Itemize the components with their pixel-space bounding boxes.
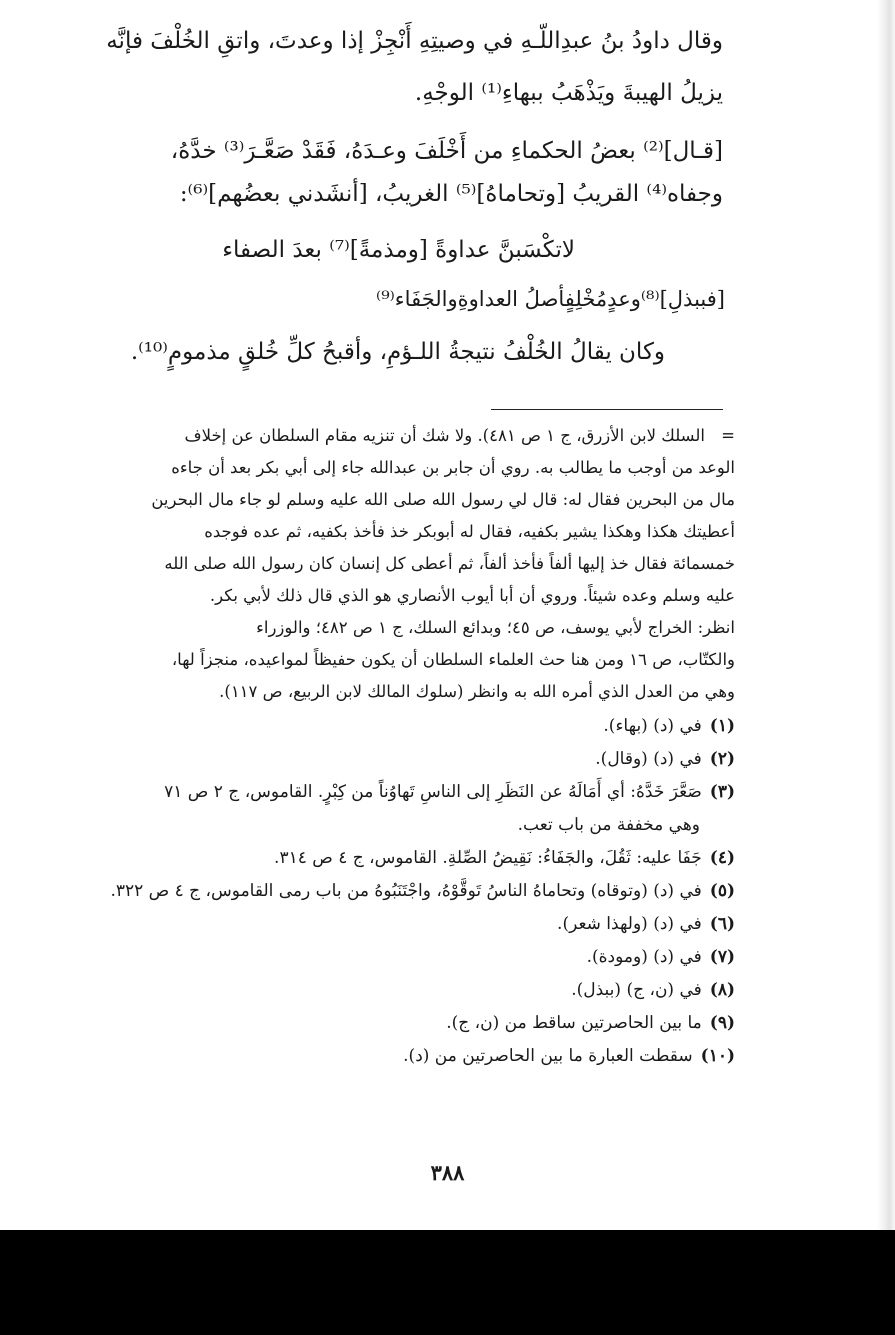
footnote-continuation-line: انظر: الخراج لأبي يوسف، ص ٤٥؛ وبدائع السلك، ج ١ ص ٤٨٢؛ والوزراء <box>256 618 735 637</box>
footnote-number: (٥) <box>709 881 735 901</box>
footnote-text: صَعَّرَ خَدَّهُ: أي أَمَالَهُ عن النَظَرِ إلى الناسِ تَهاوُناً من كِبْرٍ. القاموس، ج ٢ ص ٧١ <box>164 782 702 802</box>
page-number: ٣٨٨ <box>430 1160 465 1185</box>
footnote-number: (٨) <box>709 980 735 1000</box>
verse-line: [فببذلِ]⁽⁸⁾وعدٍمُخْلِفٍأصلُ العداوةِوالجَفَاء⁽⁹⁾ <box>376 287 725 311</box>
footnote-text: في (د) (ومودة). <box>586 947 702 967</box>
footnote <box>557 914 735 934</box>
footnote-number: (٧) <box>709 947 735 967</box>
footnote-text: جَفَا عليه: ثَقُلَ، والجَفَاءُ: نَقِيضُ الصِّلةِ. القاموس، ج ٤ ص ٣١٤. <box>274 848 702 868</box>
footnote-text: وهي مخففة من باب تعب. <box>517 815 700 835</box>
footnote-number: (٦) <box>709 914 735 934</box>
footnote-number: (٣) <box>709 782 735 802</box>
footnote-number: (١) <box>709 716 735 736</box>
footnote-continuation-line: خمسمائة فقال خذ إليها ألفاً فأخذ ألفاً، ثم أعطى كل إنسان كان رسول الله صلى الله <box>164 554 735 573</box>
main-text-line: وقال داودُ بنُ عبدِاللّـهِ في وصيتِهِ أَنْجِزْ إذا وعدتَ، واتقِ الخُلْفَ فإنَّه <box>106 28 723 54</box>
footnote-continuation-line: الوعد من أوجب ما يطالب به. روي أن جابر بن عبدالله جاء إلى أبي بكر بعد أن جاءه <box>171 458 735 477</box>
footnote-continuation <box>518 815 700 835</box>
footnote-text: في (د) (ولهذا شعر). <box>557 914 702 934</box>
footnote-text: في (ن، ج) (ببذل). <box>571 980 702 1000</box>
footnote <box>164 782 735 802</box>
footnote-continuation-line: وهي من العدل الذي أمره الله به وانظر (سلوك المالك لابن الربيع، ص ١١٧). <box>219 682 735 701</box>
footnote <box>587 947 735 967</box>
footnote <box>274 848 735 868</box>
footnote-text: في (د) (بهاء). <box>603 716 702 736</box>
footnote-continuation-line: والكتّاب، ص ١٦ ومن هنا حث العلماء السلطان أن يكون حفيظاً لمواعيده، منجزاً لها، <box>171 650 735 669</box>
footnote-text: في (د) (وتوقاه) وتحاماهُ الناسُ تَوقَّوْهُ، واجْتَنَبُوهُ من باب رمى القاموس، ج ٤ ص ٣٢٢. <box>110 881 702 901</box>
footnote-continuation-line: عليه وسلم وعده شيئاً. وروي أن أبا أيوب الأنصاري هو الذي قال ذلك لأبي بكر. <box>209 586 735 605</box>
footnote-number: (٩) <box>709 1013 735 1033</box>
footnote-continuation-line: السلك لابن الأزرق، ج ١ ص ٤٨١). ولا شك أن تنزيه مقام السلطان عن إخلاف <box>184 426 705 445</box>
footnote <box>571 980 735 1000</box>
main-text-line: وكان يقالُ الخُلْفُ نتيجةُ اللـؤمِ، وأقبحُ كلِّ خُلقٍ مذمومٍ⁽¹⁰⁾. <box>130 339 665 365</box>
footnote-text: في (د) (وقال). <box>595 749 702 769</box>
verse-line: لاتكْسَبنَّ عداوةً [ومذمةً]⁽⁷⁾ بعدَ الصفاء <box>222 237 575 263</box>
footnote-separator <box>491 409 723 410</box>
footnote-continuation-marker: = <box>721 426 735 445</box>
footnote-continuation-line: مال من البحرين فقال له: قال لي رسول الله صلى الله عليه وسلم لو جاء مال البحرين <box>151 490 735 509</box>
footnote-number: (٤) <box>709 848 735 868</box>
main-text-line: وجفاه⁽⁴⁾ القريبُ [وتحاماهُ]⁽⁵⁾ الغريبُ، [أنشَدني بعضُهم]⁽⁶⁾: <box>179 181 723 207</box>
footnote <box>403 1046 735 1066</box>
footnote-text: ما بين الحاصرتين ساقط من (ن، ج). <box>446 1013 702 1033</box>
scan-bottom-border <box>0 1230 895 1335</box>
main-text-line: [قـال]⁽²⁾ بعضُ الحكماءِ من أَخْلَفَ وعـدَهُ، فَقَدْ صَعَّـرَ⁽³⁾ خدَّهُ، <box>170 138 723 164</box>
footnote <box>595 749 735 769</box>
scan-edge-shadow <box>877 0 895 1230</box>
footnote-number: (٢) <box>709 749 735 769</box>
footnote-continuation-line: أعطيتك هكذا وهكذا يشير بكفيه، فقال له أبوبكر خذ فأخذ بكفيه، ثم عده فوجده <box>204 522 735 541</box>
footnote-text: سقطت العبارة ما بين الحاصرتين من (د). <box>403 1046 693 1066</box>
footnote <box>446 1013 735 1033</box>
footnote-number: (١٠) <box>700 1046 735 1066</box>
main-text-line: يزيلُ الهيبةَ ويَذْهَبُ ببهاءِ⁽¹⁾ الوجْهِ. <box>414 80 723 106</box>
footnote <box>603 716 735 736</box>
footnote <box>110 881 735 901</box>
